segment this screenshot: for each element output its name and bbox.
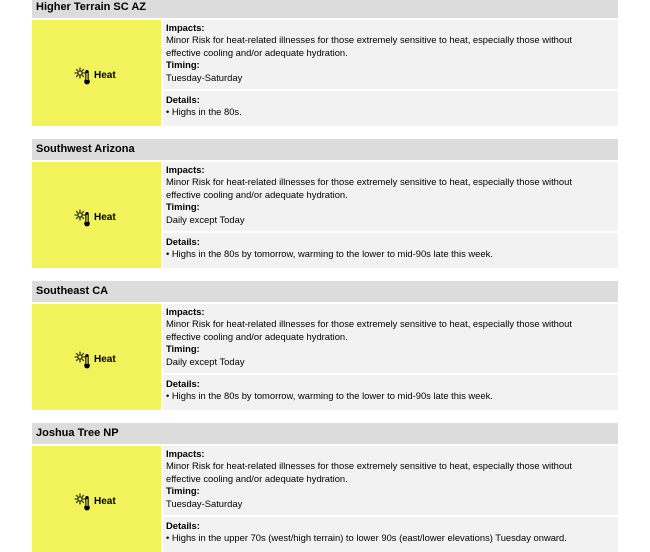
sun-thermometer-icon (74, 67, 92, 85)
details-label: Details: (166, 378, 200, 389)
timing-label: Timing: (166, 59, 200, 71)
impacts-text: Minor Risk for heat-related illnesses for those extremely sensitive to heat, especially those without effective cooling and/or adequate hydration. (166, 34, 572, 58)
timing-text: Daily except Today (166, 355, 245, 367)
timing-label: Timing: (166, 343, 200, 355)
timing-text: Daily except Today (166, 213, 245, 225)
details-text: • Highs in the 80s by tomorrow, warming to the lower to mid-90s late this week. (166, 248, 493, 260)
timing-text: Tuesday-Saturday (166, 71, 243, 83)
impacts-label: Impacts: (166, 164, 205, 175)
impacts-label: Impacts: (166, 22, 205, 33)
region-title: Higher Terrain SC AZ (32, 0, 618, 18)
impacts-timing-cell (163, 304, 618, 373)
region-title: Joshua Tree NP (32, 423, 618, 444)
details-text: • Highs in the 80s by tomorrow, warming to the lower to mid-90s late this week. (166, 390, 493, 402)
hazard-cell (32, 446, 161, 552)
hazard-cell (32, 20, 161, 126)
impacts-label: Impacts: (166, 306, 205, 317)
details-text: • Highs in the 80s. (166, 106, 242, 118)
hazard-label: Heat (94, 70, 116, 81)
timing-label: Timing: (166, 201, 200, 213)
hazard-cell (32, 162, 161, 268)
impacts-label: Impacts: (166, 448, 205, 459)
impacts-text: Minor Risk for heat-related illnesses for those extremely sensitive to heat, especially those without effective cooling and/or adequate hydration. (166, 460, 572, 484)
hazard-cell (32, 304, 161, 410)
impacts-text: Minor Risk for heat-related illnesses for those extremely sensitive to heat, especially those without effective cooling and/or adequate hydration. (166, 176, 572, 200)
impacts-timing-cell (163, 20, 618, 89)
details-cell (163, 91, 618, 126)
details-label: Details: (166, 236, 200, 247)
details-cell (163, 517, 618, 552)
region-title: Southwest Arizona (32, 139, 618, 160)
hazard-label: Heat (94, 496, 116, 507)
impacts-timing-cell (163, 162, 618, 231)
sun-thermometer-icon (74, 209, 92, 227)
hazard-label: Heat (94, 354, 116, 365)
details-label: Details: (166, 94, 200, 105)
region-title: Southeast CA (32, 281, 618, 302)
details-cell (163, 375, 618, 410)
timing-text: Tuesday-Saturday (166, 497, 243, 509)
details-cell (163, 233, 618, 268)
details-text: • Highs in the upper 70s (west/high terrain) to lower 90s (east/lower elevations) Tuesday onward. (166, 532, 567, 544)
details-label: Details: (166, 520, 200, 531)
impacts-timing-cell (163, 446, 618, 515)
sun-thermometer-icon (74, 351, 92, 369)
timing-label: Timing: (166, 485, 200, 497)
sun-thermometer-icon (74, 493, 92, 511)
hazard-label: Heat (94, 212, 116, 223)
impacts-text: Minor Risk for heat-related illnesses for those extremely sensitive to heat, especially those without effective cooling and/or adequate hydration. (166, 318, 572, 342)
